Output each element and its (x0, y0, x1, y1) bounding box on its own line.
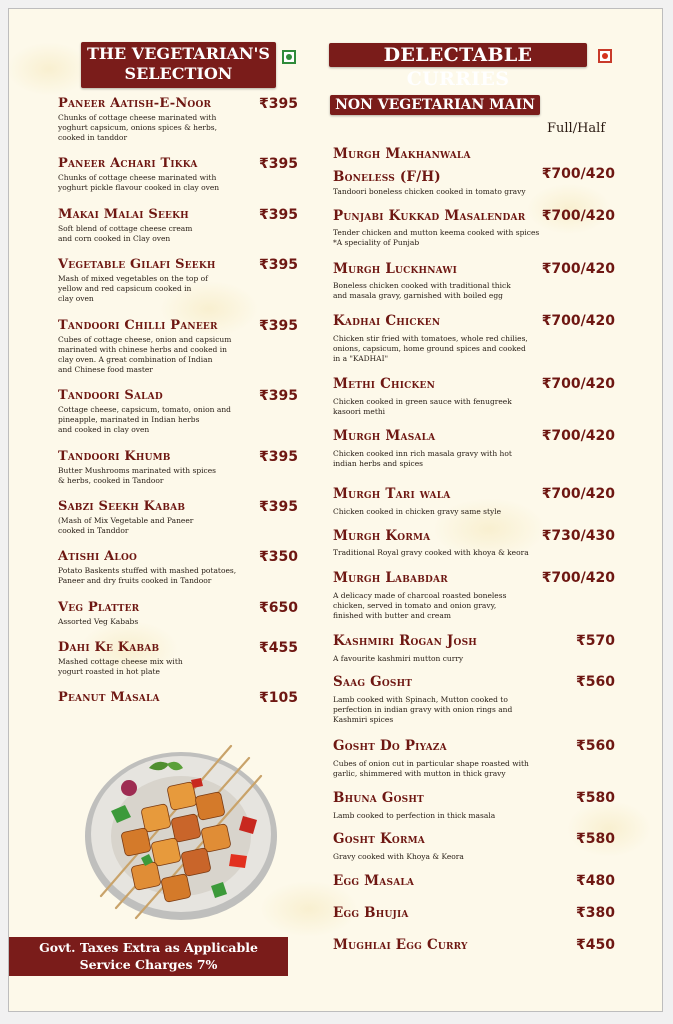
item-description: (Mash of Mix Vegetable and Paneer cooked in Tanddor (58, 516, 194, 535)
item-name: Atishi Aloo (58, 549, 138, 564)
item-name: Murgh Makhanwala Boneless (F/H) (333, 146, 471, 185)
item-name: Bhuna Gosht (333, 790, 424, 806)
item-price: ₹700/420 (541, 428, 615, 444)
item-name: Veg Platter (58, 600, 140, 615)
item-description: Mashed cottage cheese mix with yogurt roasted in hot plate (58, 657, 183, 676)
item-description: Mash of mixed vegetables on the top of yellow and red capsicum cooked in clay oven (58, 274, 208, 303)
item-name: Murgh Luckhnawi (333, 261, 458, 277)
item-price: ₹350 (259, 549, 298, 565)
item-name: Kashmiri Rogan Josh (333, 633, 477, 649)
veg-item (58, 600, 298, 630)
curry-item (333, 208, 615, 252)
nonveg-symbol-icon (598, 49, 612, 63)
item-name: Mughlai Egg Curry (333, 937, 468, 953)
item-description: A delicacy made of charcoal roasted boneless chicken, served in tomato and onion gravy, finished with butter and cream (333, 591, 507, 620)
item-name: Murgh Korma (333, 528, 431, 544)
curry-item (333, 570, 615, 626)
veg-item (58, 549, 298, 589)
item-price: ₹450 (576, 937, 615, 953)
item-price: ₹105 (259, 690, 298, 706)
veg-item (58, 449, 298, 489)
veg-item (58, 690, 298, 710)
taxes-note: Govt. Taxes Extra as Applicable (39, 940, 258, 955)
curries-section-title: DELECTABLE CURRIES (329, 43, 587, 67)
veg-title-line2: SELECTION (124, 64, 233, 83)
menu-page (8, 8, 663, 1012)
item-name: Murgh Lababdar (333, 570, 448, 586)
item-price: ₹480 (576, 873, 615, 889)
curry-item (333, 486, 615, 520)
curry-item (333, 143, 615, 199)
curry-item (333, 790, 615, 824)
item-name: Murgh Masala (333, 428, 436, 444)
item-description: Chicken cooked in green sauce with fenugreek kasoori methi (333, 397, 512, 416)
item-name: Saag Gosht (333, 674, 413, 690)
item-name: Paneer Achari Tikka (58, 156, 198, 171)
item-name: Tandoori Khumb (58, 449, 171, 464)
curry-item (333, 937, 615, 957)
item-price: ₹395 (259, 388, 298, 404)
item-name: Peanut Masala (58, 690, 160, 705)
curry-item (333, 873, 615, 893)
item-description: Lamb cooked with Spinach, Mutton cooked to perfection in indian gravy with onion rings and Kashmiri spices (333, 695, 513, 724)
item-price: ₹395 (259, 257, 298, 273)
veg-item (58, 388, 298, 440)
item-name: Gosht Do Piyaza (333, 738, 447, 754)
item-name: Methi Chicken (333, 376, 436, 392)
item-description: A favourite kashmiri mutton curry (333, 654, 464, 663)
item-description: Chunks of cottage cheese marinated with yoghurt pickle flavour cooked in clay oven (58, 173, 220, 192)
item-name: Egg Masala (333, 873, 415, 889)
veg-item (58, 318, 298, 380)
veg-item (58, 640, 298, 680)
item-description: Assorted Veg Kababs (58, 617, 139, 626)
curry-item (333, 738, 615, 782)
curry-item (333, 831, 615, 865)
taxes-footer (9, 937, 288, 976)
item-price: ₹700/420 (541, 261, 615, 277)
veg-item (58, 207, 298, 247)
curry-item (333, 376, 615, 420)
item-name: Makai Malai Seekh (58, 207, 189, 222)
item-price: ₹395 (259, 499, 298, 515)
curry-item (333, 674, 615, 728)
item-price: ₹395 (259, 156, 298, 172)
veg-symbol-icon (282, 50, 296, 64)
item-price: ₹580 (576, 790, 615, 806)
item-description: Boneless chicken cooked with traditional thick and masala gravy, garnished with boiled egg (333, 281, 511, 300)
veg-item (58, 499, 298, 539)
item-price: ₹560 (576, 674, 615, 690)
item-price: ₹650 (259, 600, 298, 616)
item-description: Chicken cooked inn rich masala gravy with hot indian herbs and spices (333, 449, 512, 468)
item-price: ₹570 (576, 633, 615, 649)
item-description: Tender chicken and mutton keema cooked with spices *A speciality of Punjab (333, 228, 540, 247)
paneer-tikka-plate-image (81, 736, 281, 926)
item-description: Chunks of cottage cheese marinated with yoghurt capsicum, onions spices & herbs, cooked in tanddor (58, 113, 218, 142)
item-name: Punjabi Kukkad Masalendar (333, 208, 526, 224)
veg-section-title (81, 42, 276, 88)
item-name: Tandoori Chilli Paneer (58, 318, 218, 333)
veg-item (58, 96, 298, 146)
item-price: ₹455 (259, 640, 298, 656)
item-price: ₹700/420 (541, 166, 615, 182)
nonveg-subtitle: NON VEGETARIAN MAIN (330, 95, 540, 115)
curry-item (333, 428, 615, 472)
item-price: ₹560 (576, 738, 615, 754)
item-name: Murgh Tari wala (333, 486, 451, 502)
item-name: Sabzi Seekh Kabab (58, 499, 186, 514)
curry-item (333, 905, 615, 925)
item-description: Cubes of onion cut in particular shape roasted with garlic, shimmered with mutton in thick gravy (333, 759, 529, 778)
item-name: Vegetable Gilafi Seekh (58, 257, 216, 272)
item-description: Traditional Royal gravy cooked with khoya & keora (333, 548, 529, 557)
veg-item (58, 257, 298, 309)
veg-item (58, 156, 298, 196)
item-description: Tandoori boneless chicken cooked in tomato gravy (333, 187, 526, 196)
item-price: ₹730/430 (541, 528, 615, 544)
item-price: ₹700/420 (541, 313, 615, 329)
item-price: ₹395 (259, 207, 298, 223)
item-description: Chicken stir fried with tomatoes, whole red chilies, onions, capsicum, home ground spices and cooked in a "KADHAI" (333, 334, 528, 363)
item-description: Butter Mushrooms marinated with spices & herbs, cooked in Tandoor (58, 466, 217, 485)
item-description: Gravy cooked with Khoya & Keora (333, 852, 464, 861)
curry-item (333, 261, 615, 305)
item-description: Cottage cheese, capsicum, tomato, onion and pineapple, marinated in Indian herbs and cooked in clay oven (58, 405, 231, 434)
item-name: Kadhai Chicken (333, 313, 441, 329)
item-price: ₹380 (576, 905, 615, 921)
size-label: Full/Half (547, 121, 606, 136)
curry-item (333, 313, 615, 367)
service-charge-note: Service Charges 7% (79, 957, 218, 972)
item-name: Gosht Korma (333, 831, 425, 847)
item-description: Soft blend of cottage cheese cream and corn cooked in Clay oven (58, 224, 193, 243)
item-description: Cubes of cottage cheese, onion and capsicum marinated with chinese herbs and cooked in clay oven. A great combination of Indian and Chinese food master (58, 335, 232, 374)
item-name: Tandoori Salad (58, 388, 163, 403)
item-description: Chicken cooked in chicken gravy same style (333, 507, 502, 516)
item-price: ₹580 (576, 831, 615, 847)
veg-title-line1: THE VEGETARIAN'S (87, 44, 270, 63)
item-description: Potato Baskents stuffed with mashed potatoes, Paneer and dry fruits cooked in Tandoor (58, 566, 237, 585)
curry-item (333, 633, 615, 667)
item-price: ₹700/420 (541, 376, 615, 392)
item-price: ₹700/420 (541, 208, 615, 224)
item-price: ₹700/420 (541, 486, 615, 502)
item-name: Egg Bhujia (333, 905, 409, 921)
curry-item (333, 528, 615, 562)
item-name: Dahi Ke Kabab (58, 640, 160, 655)
item-price: ₹395 (259, 96, 298, 112)
item-price: ₹395 (259, 318, 298, 334)
item-price: ₹700/420 (541, 570, 615, 586)
item-description: Lamb cooked to perfection in thick masala (333, 811, 496, 820)
item-name: Paneer Aatish-E-Noor (58, 96, 212, 111)
item-price: ₹395 (259, 449, 298, 465)
